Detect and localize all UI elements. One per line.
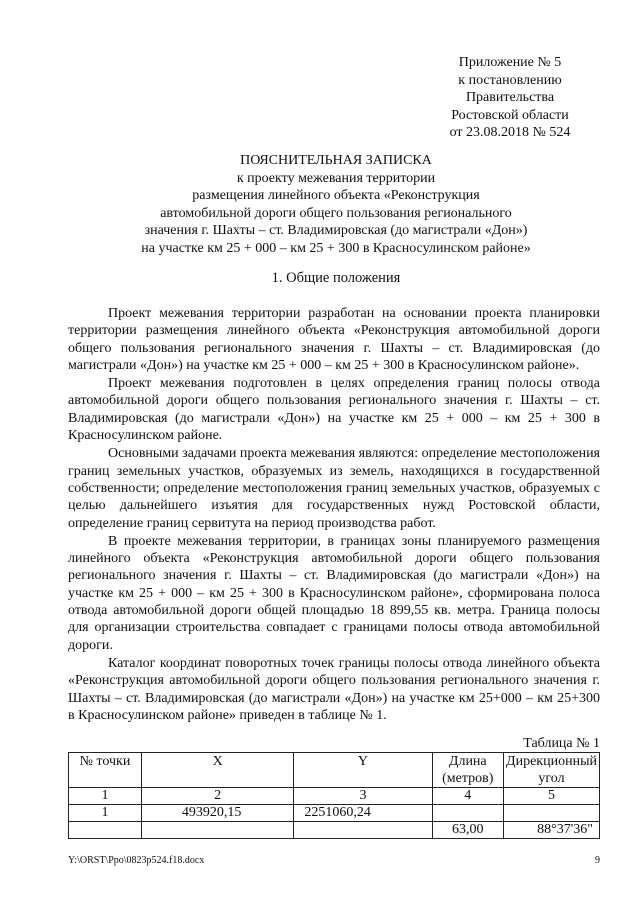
- table-header-row: [69, 753, 600, 788]
- numbering-cell: 1: [69, 788, 142, 805]
- header-cell: Длина (метров): [432, 753, 504, 788]
- numbering-cell: 3: [294, 788, 432, 805]
- table-numbering-row: [69, 788, 600, 805]
- table-cell: [432, 805, 504, 822]
- numbering-cell: 5: [504, 788, 600, 805]
- body-text: [68, 305, 600, 725]
- paragraph: Основными задачами проекта межевания являются: определение местоположения границ земельных участков, образуемых из земель, находящихся в государственной собственности; определение местоположения границ земельных участков, образуемых с целью дальнейшего изъятия для государственных нужд Ростовской области, определение границ сервитута на период производства работ.: [68, 446, 600, 531]
- appendix-line: Правительства: [465, 90, 555, 105]
- table-cell: [504, 805, 600, 822]
- footer-file-path: Y:\ORST\Ppo\0823p524.f18.docx: [68, 855, 205, 866]
- title-line: значения г. Шахты – ст. Владимировская (до магистрали «Дон»): [144, 223, 528, 238]
- title-line: автомобильной дороги общего пользования регионального: [160, 205, 512, 221]
- table-cell: [69, 822, 142, 839]
- document-title: [68, 152, 604, 257]
- page-number: 9: [595, 855, 600, 866]
- numbering-cell: 4: [432, 788, 504, 805]
- paragraph: Проект межевания территории разработан на основании проекта планировки территории размещения линейного объекта «Реконструкция автомобильной дороги общего пользования регионального значения г. Шахты – ст. Владимировская (до магистрали «Дон») на участке км 25 + 000 – км 25 + 300 в Красносулинском районе».: [68, 306, 600, 373]
- title-line: к проекту межевания территории: [236, 170, 436, 186]
- title-line: на участке км 25 + 000 – км 25 + 300 в Красносулинском районе»: [141, 240, 531, 256]
- table-cell: 493920,15: [141, 805, 293, 822]
- paragraph: Проект межевания подготовлен в целях определения границ полосы отвода автомобильной дороги общего пользования регионального значения г. Шахты – ст. Владимировская (до магистрали «Дон») на участке км 25 + 000 – км 25 + 300 в Красносулинском районе.: [68, 376, 600, 444]
- header-cell: X: [141, 753, 293, 788]
- appendix-line: Ростовской области: [451, 107, 569, 123]
- table-cell: [294, 822, 432, 839]
- header-cell: Y: [294, 753, 432, 788]
- appendix-line: от 23.08.2018 № 524: [449, 125, 571, 140]
- title-line: ПОЯСНИТЕЛЬНАЯ ЗАПИСКА: [240, 153, 432, 168]
- table-row: [69, 805, 600, 822]
- title-line: размещения линейного объекта «Реконструкция: [192, 188, 480, 203]
- section-heading: 1. Общие положения: [271, 270, 401, 286]
- table-cell: 2251060,24: [294, 805, 432, 822]
- table-cell: [141, 822, 293, 839]
- table-cell: 1: [69, 805, 142, 822]
- header-cell: № точки: [69, 753, 142, 788]
- numbering-cell: 2: [141, 788, 293, 805]
- table-cell: 88°37'36": [504, 822, 600, 839]
- appendix-line: к постановлению: [458, 72, 562, 88]
- table-caption: Таблица № 1: [523, 736, 600, 751]
- header-cell: Дирекционный угол: [504, 753, 600, 788]
- appendix-block: [420, 54, 600, 142]
- table-cell: 63,00: [432, 822, 504, 839]
- paragraph: Каталог координат поворотных точек границы полосы отвода линейного объекта «Реконструкция автомобильной дороги общего пользования регионального значения г. Шахты – ст. Владимировская (до магистрали «Дон») на участке км 25+000 – км 25+300 в Красносулинском районе» приведен в таблице № 1.: [68, 655, 600, 723]
- table-row: [69, 822, 600, 839]
- paragraph: В проекте межевания территории, в границах зоны планируемого размещения линейного объекта «Реконструкция автомобильной дороги общего пользования регионального значения г. Шахты – ст. Владимировская (до магистрали «Дон») на участке км 25 + 000 – км 25 + 300 в Красносулинском районе», сформирована полоса отвода автомобильной дороги общей площадью 18 899,55 кв. метра. Граница полосы для организации строительства совпадает с границами полосы отвода автомобильной дороги.: [68, 533, 600, 653]
- coordinates-table: [68, 752, 600, 839]
- appendix-line: Приложение № 5: [458, 55, 562, 70]
